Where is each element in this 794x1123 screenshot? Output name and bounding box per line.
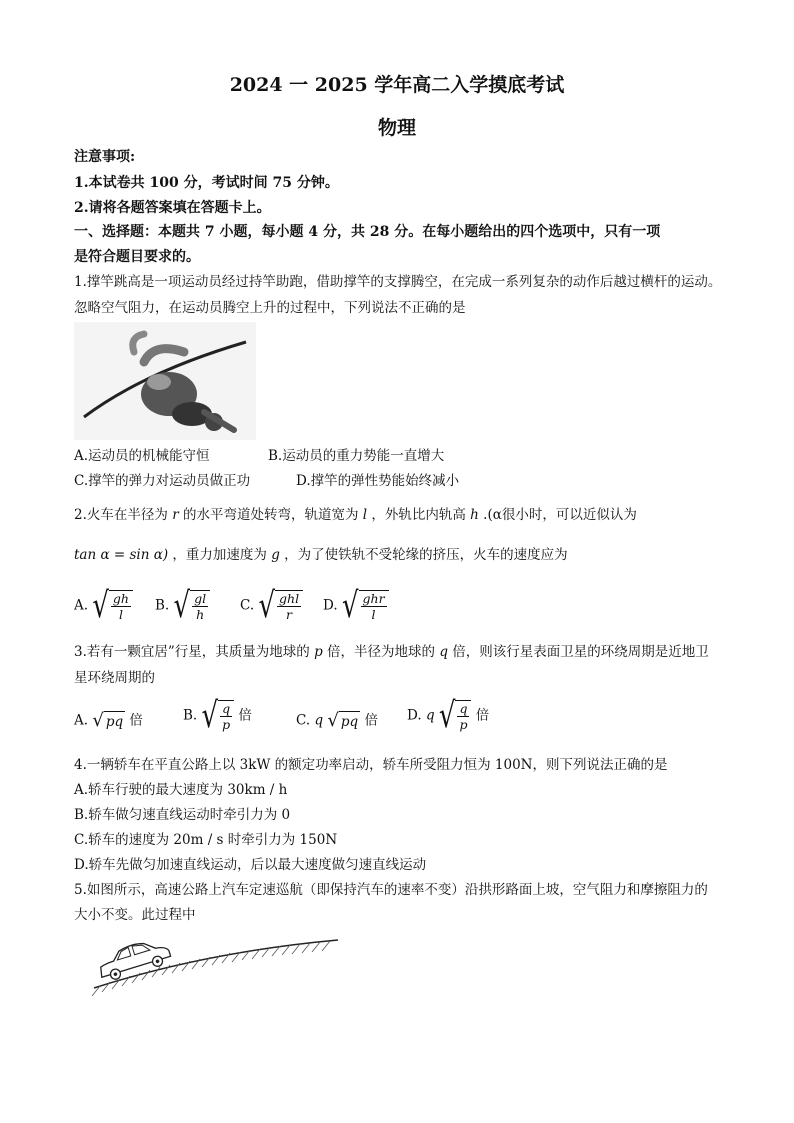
q2-d-denominator: l <box>371 607 376 622</box>
q2-option-d <box>323 585 389 627</box>
q3-text-1: 3.若有一颗宜居”行星，其质量为地球的 <box>74 644 310 660</box>
q5-stem-line-1: 5.如图所示，高速公路上汽车定速巡航（即保持汽车的速率不变）沿拱形路面上坡，空气阻力和摩擦阻力的 <box>74 882 708 898</box>
q3-d-denominator: p <box>459 717 468 732</box>
q2-var-h: h <box>470 507 479 523</box>
notice-heading: 注意事项: <box>74 149 136 165</box>
sqrt-symbol: √ pq <box>327 710 359 731</box>
q2-option-a-label: A. <box>74 597 89 614</box>
notice-item-1: 1.本试卷共 100 分，考试时间 75 分钟。 <box>74 175 339 191</box>
section-heading: 一、选择题：本题共 7 小题，每小题 4 分，共 28 分。在每小题给出的四个选项中，只有一项 <box>74 224 661 240</box>
q1-option-b: B.运动员的重力势能一直增大 <box>268 448 445 464</box>
q2-text-4: .(α很小时，可以近似认为 <box>483 507 637 523</box>
q3-d-suffix: 倍 <box>475 707 490 724</box>
q2-option-c <box>240 585 303 627</box>
q2-option-a <box>74 585 133 627</box>
q2-var-g: g <box>271 547 280 563</box>
q2-stem-line-2 <box>74 545 724 565</box>
sqrt-symbol: √ $\frac{gh}{l}$ <box>92 590 133 622</box>
q2-option-d-label: D. <box>323 597 338 614</box>
q3-b-suffix: 倍 <box>238 707 252 724</box>
notice-item-2: 2.请将各题答案填在答题卡上。 <box>74 200 271 216</box>
q3-a-suffix: 倍 <box>129 712 143 729</box>
q3-c-coefficient: q <box>314 712 324 729</box>
q2-text-5: ，重力加速度为 <box>172 547 267 563</box>
sqrt-symbol: √ $\frac{\text{ghr}}{l}$ <box>342 590 389 622</box>
q3-option-b <box>183 695 252 737</box>
q2-stem-line-1 <box>74 505 724 525</box>
car-on-arched-road-figure <box>86 930 348 1010</box>
q2-b-denominator: h <box>196 607 205 622</box>
q2-c-denominator: r <box>286 607 293 622</box>
section-heading-cont: 是符合题目要求的。 <box>74 249 200 265</box>
q2-text-6: ，为了使铁轨不受轮缘的挤压，火车的速度应为 <box>284 547 568 563</box>
q3-stem-line-2: 星环绕周期的 <box>74 670 155 686</box>
sqrt-symbol: √ $\frac{\text{ghl}}{r}$ <box>258 590 303 622</box>
exam-title: 2024 一 2025 学年高二入学摸底考试 <box>229 74 565 96</box>
pole-vault-photo <box>74 322 256 440</box>
q3-a-radicand: pq <box>104 711 125 732</box>
q2-c-numerator: ghl <box>279 591 300 606</box>
q4-option-a: A.轿车行驶的最大速度为 30km / h <box>74 782 288 798</box>
q2-option-b <box>155 585 210 627</box>
q3-option-c <box>296 708 378 734</box>
q3-text-2: 倍，半径为地球的 <box>327 644 436 660</box>
q3-b-denominator: p <box>222 717 231 732</box>
sqrt-symbol: √ $\frac{q}{p}$ <box>202 700 235 732</box>
q1-option-d: D.撑竿的弹性势能始终减小 <box>296 473 460 489</box>
q2-approx-formula: tan α = sin α) <box>74 547 169 563</box>
sqrt-symbol: √ pq <box>92 710 124 731</box>
sqrt-symbol: √ $\frac{q}{p}$ <box>439 700 472 732</box>
q2-option-c-label: C. <box>240 597 255 614</box>
q2-option-b-label: B. <box>155 597 170 614</box>
q1-option-a: A.运动员的机械能守恒 <box>74 448 210 464</box>
q2-var-l: l <box>362 507 368 523</box>
q4-option-b: B.轿车做匀速直线运动时牵引力为 0 <box>74 807 291 823</box>
q2-a-numerator: gh <box>112 591 129 606</box>
sqrt-symbol: √ $\frac{gl}{h}$ <box>174 590 211 622</box>
q3-c-radicand: pq <box>339 711 360 732</box>
q2-d-numerator: ghr <box>362 591 385 606</box>
q5-stem-line-2: 大小不变。此过程中 <box>74 907 196 923</box>
q4-stem: 4.一辆轿车在平直公路上以 3kW 的额定功率启动，轿车所受阻力恒为 100N，则下列说法正确的是 <box>74 757 668 773</box>
q2-a-denominator: l <box>118 607 123 622</box>
q3-option-c-label: C. <box>296 712 311 729</box>
q3-d-numerator: q <box>459 701 468 716</box>
q1-stem-line-1: 1.撑竿跳高是一项运动员经过持竿助跑，借助撑竿的支撑腾空，在完成一系列复杂的动作后越过横杆的运动。 <box>74 274 722 290</box>
q3-option-a <box>74 708 143 734</box>
q3-option-d-label: D. <box>407 707 422 724</box>
q3-option-b-label: B. <box>183 707 198 724</box>
q3-option-a-label: A. <box>74 712 89 729</box>
subject-title: 物理 <box>377 117 416 139</box>
q2-text-1: 2.火车在半径为 <box>74 507 168 523</box>
q3-var-q: q <box>439 644 448 660</box>
q1-option-c: C.撑竿的弹力对运动员做正功 <box>74 473 251 489</box>
q3-d-coefficient: q <box>425 707 435 724</box>
q3-b-numerator: q <box>222 701 231 716</box>
q1-stem-line-2: 忽略空气阻力，在运动员腾空上升的过程中，下列说法不正确的是 <box>74 300 466 316</box>
q3-text-3: 倍，则该行星表面卫星的环绕周期是近地卫 <box>452 644 709 660</box>
q4-option-c: C.轿车的速度为 20m / s 时牵引力为 150N <box>74 832 338 848</box>
q2-text-2: 的水平弯道处转弯，轨道宽为 <box>182 507 359 523</box>
q3-stem-line-1 <box>74 642 724 662</box>
q2-text-3: ，外轨比内轨高 <box>371 507 466 523</box>
q3-option-d <box>407 695 490 737</box>
q3-var-p: p <box>314 644 323 660</box>
q4-option-d: D.轿车先做匀加速直线运动，后以最大速度做匀速直线运动 <box>74 857 427 873</box>
q2-var-r: r <box>172 507 179 523</box>
q2-b-numerator: gl <box>194 591 207 606</box>
q3-c-suffix: 倍 <box>364 712 378 729</box>
